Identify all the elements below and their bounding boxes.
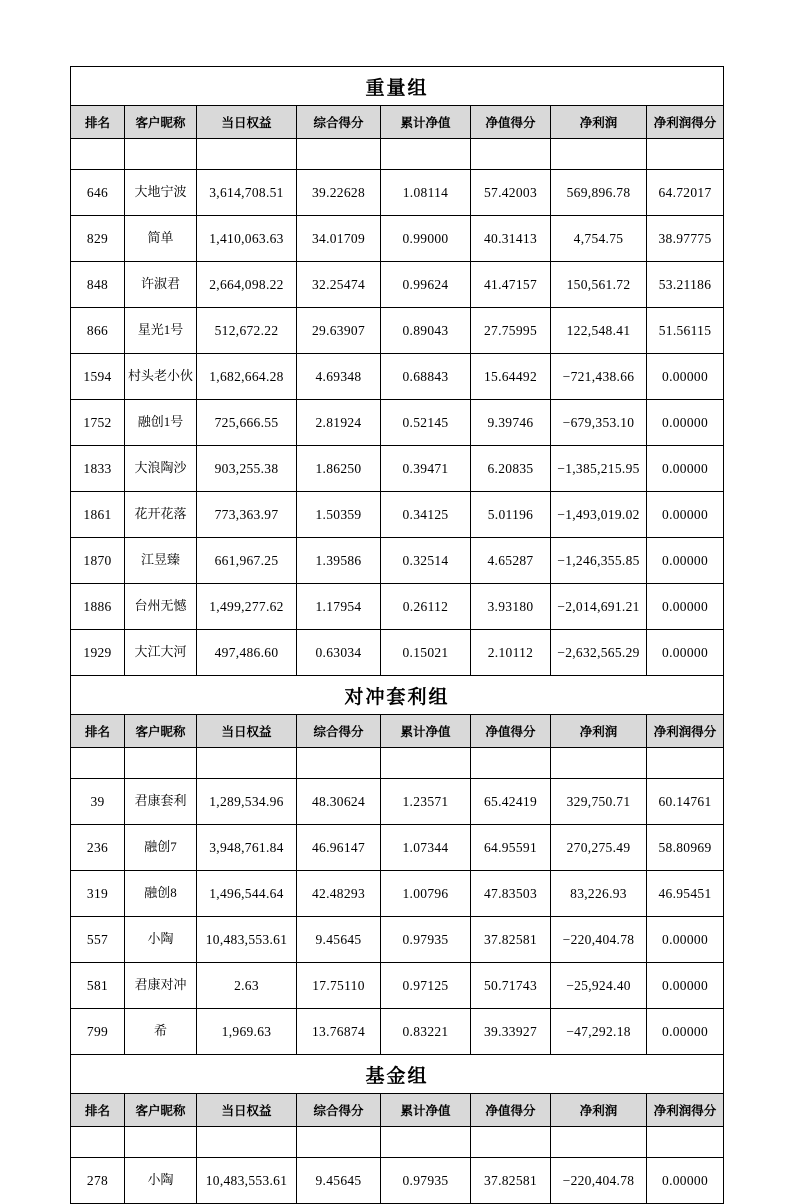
equity-cell: 1,682,664.28 xyxy=(197,354,297,400)
net-value-cell: 0.68843 xyxy=(381,354,471,400)
nickname-cell: 君康对冲 xyxy=(125,963,197,1009)
net-value-score-cell: 64.95591 xyxy=(471,825,551,871)
equity-cell: 2.63 xyxy=(197,963,297,1009)
rank-cell: 1870 xyxy=(71,538,125,584)
spacer-cell xyxy=(297,1127,381,1158)
profit-cell: 4,754.75 xyxy=(551,216,647,262)
column-header: 净利润得分 xyxy=(647,106,724,139)
score-cell: 17.75110 xyxy=(297,963,381,1009)
net-value-score-cell: 6.20835 xyxy=(471,446,551,492)
rank-cell: 1861 xyxy=(71,492,125,538)
profit-score-cell: 58.80969 xyxy=(647,825,724,871)
equity-cell: 1,969.63 xyxy=(197,1009,297,1055)
spacer-cell xyxy=(551,139,647,170)
column-header: 排名 xyxy=(71,715,125,748)
score-cell: 46.96147 xyxy=(297,825,381,871)
profit-cell: −220,404.78 xyxy=(551,917,647,963)
net-value-score-cell: 37.82581 xyxy=(471,917,551,963)
spacer-cell xyxy=(471,1127,551,1158)
equity-cell: 661,967.25 xyxy=(197,538,297,584)
equity-cell: 1,410,063.63 xyxy=(197,216,297,262)
table-row xyxy=(71,308,724,354)
profit-cell: 83,226.93 xyxy=(551,871,647,917)
profit-cell: −220,404.78 xyxy=(551,1158,647,1204)
spacer-cell xyxy=(381,1127,471,1158)
column-header: 综合得分 xyxy=(297,106,381,139)
score-cell: 0.63034 xyxy=(297,630,381,676)
rank-cell: 866 xyxy=(71,308,125,354)
equity-cell: 2,664,098.22 xyxy=(197,262,297,308)
profit-score-cell: 53.21186 xyxy=(647,262,724,308)
equity-cell: 1,496,544.64 xyxy=(197,871,297,917)
equity-cell: 3,614,708.51 xyxy=(197,170,297,216)
spacer-cell xyxy=(297,139,381,170)
table-row xyxy=(71,779,724,825)
table-row xyxy=(71,446,724,492)
nickname-cell: 融创7 xyxy=(125,825,197,871)
equity-cell: 1,499,277.62 xyxy=(197,584,297,630)
equity-cell: 512,672.22 xyxy=(197,308,297,354)
group-title: 重量组 xyxy=(71,67,724,106)
column-header: 综合得分 xyxy=(297,715,381,748)
profit-score-cell: 0.00000 xyxy=(647,1009,724,1055)
net-value-score-cell: 27.75995 xyxy=(471,308,551,354)
column-header: 净利润得分 xyxy=(647,1094,724,1127)
equity-cell: 3,948,761.84 xyxy=(197,825,297,871)
rank-cell: 1594 xyxy=(71,354,125,400)
rank-cell: 39 xyxy=(71,779,125,825)
rank-cell: 1752 xyxy=(71,400,125,446)
table-row xyxy=(71,917,724,963)
net-value-cell: 0.26112 xyxy=(381,584,471,630)
score-cell: 1.17954 xyxy=(297,584,381,630)
spacer-cell xyxy=(471,748,551,779)
net-value-score-cell: 15.64492 xyxy=(471,354,551,400)
group-title: 对冲套利组 xyxy=(71,676,724,715)
net-value-cell: 0.32514 xyxy=(381,538,471,584)
score-cell: 2.81924 xyxy=(297,400,381,446)
spacer-cell xyxy=(551,748,647,779)
nickname-cell: 花开花落 xyxy=(125,492,197,538)
column-header: 净利润 xyxy=(551,1094,647,1127)
spacer-cell xyxy=(125,1127,197,1158)
nickname-cell: 江昱臻 xyxy=(125,538,197,584)
table-row xyxy=(71,170,724,216)
nickname-cell: 村头老小伙 xyxy=(125,354,197,400)
ranking-table xyxy=(70,66,724,1204)
spacer-cell xyxy=(197,139,297,170)
rank-cell: 581 xyxy=(71,963,125,1009)
rank-cell: 236 xyxy=(71,825,125,871)
profit-cell: −25,924.40 xyxy=(551,963,647,1009)
spacer-row xyxy=(71,748,724,779)
score-cell: 9.45645 xyxy=(297,917,381,963)
profit-score-cell: 0.00000 xyxy=(647,446,724,492)
profit-cell: −1,385,215.95 xyxy=(551,446,647,492)
nickname-cell: 小陶 xyxy=(125,1158,197,1204)
rank-cell: 1886 xyxy=(71,584,125,630)
spacer-row xyxy=(71,1127,724,1158)
profit-score-cell: 64.72017 xyxy=(647,170,724,216)
group-title-row xyxy=(71,1055,724,1094)
spacer-cell xyxy=(647,1127,724,1158)
nickname-cell: 星光1号 xyxy=(125,308,197,354)
table-row xyxy=(71,963,724,1009)
spacer-cell xyxy=(381,748,471,779)
net-value-score-cell: 37.82581 xyxy=(471,1158,551,1204)
spacer-cell xyxy=(125,139,197,170)
nickname-cell: 简单 xyxy=(125,216,197,262)
net-value-score-cell: 3.93180 xyxy=(471,584,551,630)
rank-cell: 557 xyxy=(71,917,125,963)
table-row xyxy=(71,584,724,630)
nickname-cell: 大江大河 xyxy=(125,630,197,676)
net-value-cell: 0.99000 xyxy=(381,216,471,262)
net-value-cell: 0.83221 xyxy=(381,1009,471,1055)
profit-cell: 150,561.72 xyxy=(551,262,647,308)
table-row xyxy=(71,825,724,871)
profit-score-cell: 0.00000 xyxy=(647,354,724,400)
nickname-cell: 许淑君 xyxy=(125,262,197,308)
table-row xyxy=(71,216,724,262)
profit-score-cell: 0.00000 xyxy=(647,963,724,1009)
score-cell: 32.25474 xyxy=(297,262,381,308)
profit-score-cell: 46.95451 xyxy=(647,871,724,917)
score-cell: 4.69348 xyxy=(297,354,381,400)
table-row xyxy=(71,630,724,676)
spacer-cell xyxy=(197,1127,297,1158)
net-value-score-cell: 4.65287 xyxy=(471,538,551,584)
column-header: 客户昵称 xyxy=(125,1094,197,1127)
net-value-score-cell: 9.39746 xyxy=(471,400,551,446)
table-row xyxy=(71,492,724,538)
spacer-cell xyxy=(297,748,381,779)
profit-cell: −721,438.66 xyxy=(551,354,647,400)
score-cell: 1.50359 xyxy=(297,492,381,538)
column-header: 净值得分 xyxy=(471,1094,551,1127)
score-cell: 29.63907 xyxy=(297,308,381,354)
rank-cell: 1929 xyxy=(71,630,125,676)
table-row xyxy=(71,871,724,917)
column-header: 净利润 xyxy=(551,106,647,139)
profit-score-cell: 0.00000 xyxy=(647,400,724,446)
net-value-score-cell: 40.31413 xyxy=(471,216,551,262)
column-header: 客户昵称 xyxy=(125,106,197,139)
table-row xyxy=(71,1158,724,1204)
equity-cell: 497,486.60 xyxy=(197,630,297,676)
column-header-row xyxy=(71,106,724,139)
equity-cell: 903,255.38 xyxy=(197,446,297,492)
rank-cell: 829 xyxy=(71,216,125,262)
profit-cell: −2,632,565.29 xyxy=(551,630,647,676)
net-value-cell: 0.89043 xyxy=(381,308,471,354)
net-value-score-cell: 47.83503 xyxy=(471,871,551,917)
net-value-score-cell: 65.42419 xyxy=(471,779,551,825)
spacer-cell xyxy=(71,1127,125,1158)
profit-score-cell: 0.00000 xyxy=(647,584,724,630)
ranking-table-body xyxy=(71,67,724,1204)
net-value-score-cell: 2.10112 xyxy=(471,630,551,676)
rank-cell: 319 xyxy=(71,871,125,917)
profit-score-cell: 0.00000 xyxy=(647,538,724,584)
profit-cell: 270,275.49 xyxy=(551,825,647,871)
table-row xyxy=(71,354,724,400)
column-header: 净值得分 xyxy=(471,106,551,139)
net-value-score-cell: 5.01196 xyxy=(471,492,551,538)
spacer-cell xyxy=(71,139,125,170)
profit-score-cell: 60.14761 xyxy=(647,779,724,825)
column-header: 当日权益 xyxy=(197,1094,297,1127)
spacer-cell xyxy=(471,139,551,170)
column-header: 排名 xyxy=(71,1094,125,1127)
equity-cell: 725,666.55 xyxy=(197,400,297,446)
net-value-cell: 1.07344 xyxy=(381,825,471,871)
net-value-cell: 0.97935 xyxy=(381,917,471,963)
profit-score-cell: 51.56115 xyxy=(647,308,724,354)
group-title-row xyxy=(71,67,724,106)
score-cell: 9.45645 xyxy=(297,1158,381,1204)
nickname-cell: 大浪陶沙 xyxy=(125,446,197,492)
net-value-cell: 0.34125 xyxy=(381,492,471,538)
profit-score-cell: 38.97775 xyxy=(647,216,724,262)
table-row xyxy=(71,262,724,308)
spacer-cell xyxy=(197,748,297,779)
net-value-cell: 0.39471 xyxy=(381,446,471,492)
column-header: 累计净值 xyxy=(381,715,471,748)
profit-cell: −2,014,691.21 xyxy=(551,584,647,630)
profit-cell: −1,246,355.85 xyxy=(551,538,647,584)
score-cell: 48.30624 xyxy=(297,779,381,825)
net-value-cell: 1.00796 xyxy=(381,871,471,917)
spacer-cell xyxy=(381,139,471,170)
net-value-score-cell: 50.71743 xyxy=(471,963,551,1009)
profit-score-cell: 0.00000 xyxy=(647,1158,724,1204)
rank-cell: 278 xyxy=(71,1158,125,1204)
net-value-cell: 0.97935 xyxy=(381,1158,471,1204)
equity-cell: 1,289,534.96 xyxy=(197,779,297,825)
column-header: 当日权益 xyxy=(197,715,297,748)
net-value-cell: 0.97125 xyxy=(381,963,471,1009)
profit-cell: 122,548.41 xyxy=(551,308,647,354)
nickname-cell: 小陶 xyxy=(125,917,197,963)
equity-cell: 10,483,553.61 xyxy=(197,1158,297,1204)
nickname-cell: 台州无憾 xyxy=(125,584,197,630)
table-row xyxy=(71,1009,724,1055)
rank-cell: 646 xyxy=(71,170,125,216)
net-value-cell: 0.52145 xyxy=(381,400,471,446)
rank-cell: 848 xyxy=(71,262,125,308)
net-value-score-cell: 57.42003 xyxy=(471,170,551,216)
table-row xyxy=(71,538,724,584)
spacer-cell xyxy=(647,139,724,170)
rank-cell: 799 xyxy=(71,1009,125,1055)
nickname-cell: 大地宁波 xyxy=(125,170,197,216)
net-value-cell: 0.99624 xyxy=(381,262,471,308)
net-value-cell: 1.23571 xyxy=(381,779,471,825)
score-cell: 34.01709 xyxy=(297,216,381,262)
spacer-cell xyxy=(647,748,724,779)
profit-score-cell: 0.00000 xyxy=(647,917,724,963)
profit-cell: 569,896.78 xyxy=(551,170,647,216)
score-cell: 42.48293 xyxy=(297,871,381,917)
nickname-cell: 君康套利 xyxy=(125,779,197,825)
column-header: 综合得分 xyxy=(297,1094,381,1127)
profit-cell: −47,292.18 xyxy=(551,1009,647,1055)
column-header: 净值得分 xyxy=(471,715,551,748)
profit-cell: 329,750.71 xyxy=(551,779,647,825)
net-value-score-cell: 39.33927 xyxy=(471,1009,551,1055)
column-header: 客户昵称 xyxy=(125,715,197,748)
net-value-cell: 1.08114 xyxy=(381,170,471,216)
score-cell: 13.76874 xyxy=(297,1009,381,1055)
column-header: 净利润 xyxy=(551,715,647,748)
net-value-score-cell: 41.47157 xyxy=(471,262,551,308)
nickname-cell: 融创1号 xyxy=(125,400,197,446)
column-header: 当日权益 xyxy=(197,106,297,139)
column-header: 累计净值 xyxy=(381,106,471,139)
column-header-row xyxy=(71,715,724,748)
spacer-row xyxy=(71,139,724,170)
equity-cell: 10,483,553.61 xyxy=(197,917,297,963)
profit-score-cell: 0.00000 xyxy=(647,492,724,538)
nickname-cell: 希 xyxy=(125,1009,197,1055)
profit-score-cell: 0.00000 xyxy=(647,630,724,676)
profit-cell: −1,493,019.02 xyxy=(551,492,647,538)
column-header: 净利润得分 xyxy=(647,715,724,748)
spacer-cell xyxy=(551,1127,647,1158)
spacer-cell xyxy=(71,748,125,779)
column-header: 累计净值 xyxy=(381,1094,471,1127)
equity-cell: 773,363.97 xyxy=(197,492,297,538)
group-title-row xyxy=(71,676,724,715)
profit-cell: −679,353.10 xyxy=(551,400,647,446)
score-cell: 39.22628 xyxy=(297,170,381,216)
rank-cell: 1833 xyxy=(71,446,125,492)
score-cell: 1.39586 xyxy=(297,538,381,584)
spacer-cell xyxy=(125,748,197,779)
net-value-cell: 0.15021 xyxy=(381,630,471,676)
nickname-cell: 融创8 xyxy=(125,871,197,917)
group-title: 基金组 xyxy=(71,1055,724,1094)
table-row xyxy=(71,400,724,446)
score-cell: 1.86250 xyxy=(297,446,381,492)
column-header: 排名 xyxy=(71,106,125,139)
